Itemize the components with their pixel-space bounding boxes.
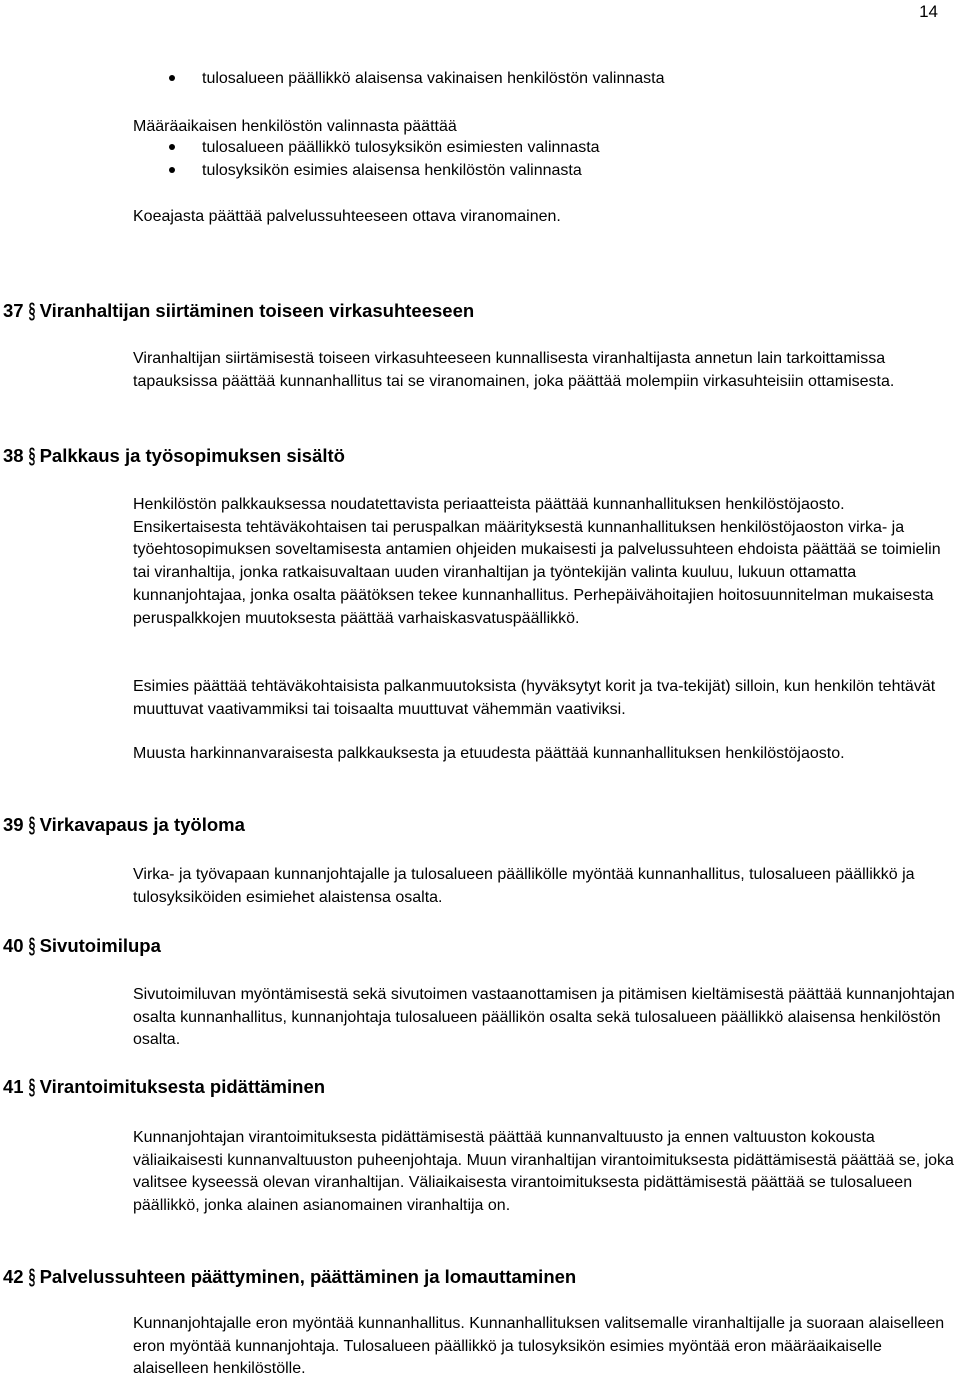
section-38-paragraph-3: Muusta harkinnanvaraisesta palkkauksesta ja etuudesta päättää kunnanhallituksen henkilöstöjaosto. <box>133 745 845 762</box>
section-38-paragraph-1: Henkilöstön palkkauksessa noudatettavista periaatteista päättää kunnanhallituksen henkilöstöjaosto. Ensikertaisesta tehtäväkohtaisen tai peruspalkan määrityksestä kunnanhallituksen henkilöstöjaoston virka- ja työehtosopimuksen soveltamisesta antamien ohjeiden mukaisesti ja palvelussuhteen ehdoista päättää se toimielin tai viranhaltija, jonka ratkaisuvaltaan uuden viranhaltijan ja työntekijän valinta kuuluu, lukuun ottamatta kunnanjohtajaa, jonka osalta päätöksen tekee kunnanhallitus. Perhepäivähoitajien hoitosuunnitelman mukaisesta peruspalkkojen muutoksesta päättää varhaiskasvatuspäällikkö. <box>133 496 941 627</box>
section-title: Sivutoimilupa <box>39 935 161 956</box>
section-42-paragraph: Kunnanjohtajalle eron myöntää kunnanhallitus. Kunnanhallituksen valitsemalle viranhaltijalle ja suoraan alaiselleen eron myöntää kunnanjohtaja. Tulosalueen päällikkö ja tulosyksikön esimies myöntää eron määräaikaiselle alaiselleen henkilöstölle. <box>133 1315 945 1378</box>
section-number: 40 <box>3 935 24 956</box>
section-title: Virkavapaus ja työloma <box>39 814 245 835</box>
list-item: tulosyksikön esimies alaisensa henkilöstön valinnasta <box>168 159 600 182</box>
bullet-list-fixed-term <box>168 136 600 182</box>
section-number: 38 <box>3 445 24 466</box>
section-heading-42 <box>3 1264 576 1290</box>
section-heading-41 <box>3 1074 325 1100</box>
section-sign-icon: § <box>28 812 35 837</box>
section-heading-38 <box>3 443 345 469</box>
section-title: Viranhaltijan siirtäminen toiseen virkasuhteeseen <box>39 300 475 321</box>
page-number: 14 <box>919 2 938 21</box>
section-39-paragraph: Virka- ja työvapaan kunnanjohtajalle ja tulosalueen päällikölle myöntää kunnanhallitus, tulosalueen päällikkö ja tulosyksiköiden esimiehet alaistensa osalta. <box>133 866 915 906</box>
section-number: 37 <box>3 300 24 321</box>
section-38-paragraph-2: Esimies päättää tehtäväkohtaisista palkanmuutoksista (hyväksytyt korit ja tva-tekijät) silloin, kun henkilön tehtävät muuttuvat vaativammiksi tai toisaalta muuttuvat vähemmän vaativiksi. <box>133 678 936 718</box>
bullet-list-permanent-staff <box>168 67 665 90</box>
section-heading-39 <box>3 812 245 838</box>
section-37-paragraph: Viranhaltijan siirtämisestä toiseen virkasuhteeseen kunnallisesta viranhaltijasta annetun lain tarkoittamissa tapauksissa päättää kunnanhallitus tai se viranomainen, joka päättää molempiin virkasuhteisiin ottamisesta. <box>133 350 895 390</box>
section-number: 39 <box>3 814 24 835</box>
section-sign-icon: § <box>28 1264 35 1289</box>
section-sign-icon: § <box>28 933 35 958</box>
list-item: tulosalueen päällikkö alaisensa vakinaisen henkilöstön valinnasta <box>168 67 665 90</box>
fixed-term-intro: Määräaikaisen henkilöstön valinnasta päättää <box>133 118 457 135</box>
probation-text: Koeajasta päättää palvelussuhteeseen ottava viranomainen. <box>133 208 561 225</box>
section-title: Palvelussuhteen päättyminen, päättäminen ja lomauttaminen <box>39 1266 577 1287</box>
section-title: Virantoimituksesta pidättäminen <box>39 1076 326 1097</box>
section-sign-icon: § <box>28 298 35 323</box>
section-title: Palkkaus ja työsopimuksen sisältö <box>39 445 345 466</box>
section-sign-icon: § <box>28 443 35 468</box>
section-sign-icon: § <box>28 1074 35 1099</box>
section-heading-37 <box>3 298 474 324</box>
section-41-paragraph: Kunnanjohtajan virantoimituksesta pidättämisestä päättää kunnanvaltuusto ja ennen valtuuston kokousta väliaikaisesti kunnanvaltuuston puheenjohtaja. Muun viranhaltijan virantoimituksesta pidättämisestä päättää se, joka valitsee kyseessä olevan viranhaltijan. Väliaikaisesta virantoimituksesta pidättämisestä päättää se tulosalueen päällikkö, jonka alainen asianomainen viranhaltija on. <box>133 1129 954 1215</box>
section-number: 42 <box>3 1266 24 1287</box>
list-item: tulosalueen päällikkö tulosyksikön esimiesten valinnasta <box>168 136 600 159</box>
section-40-paragraph: Sivutoimiluvan myöntämisestä sekä sivutoimen vastaanottamisen ja pitämisen kieltämisestä päättää kunnanjohtajan osalta kunnanhallitus, kunnanjohtaja tulosalueen päällikön osalta sekä tulosalueen päällikkö alaisensa henkilöstön osalta. <box>133 986 955 1049</box>
section-number: 41 <box>3 1076 24 1097</box>
section-heading-40 <box>3 933 161 959</box>
